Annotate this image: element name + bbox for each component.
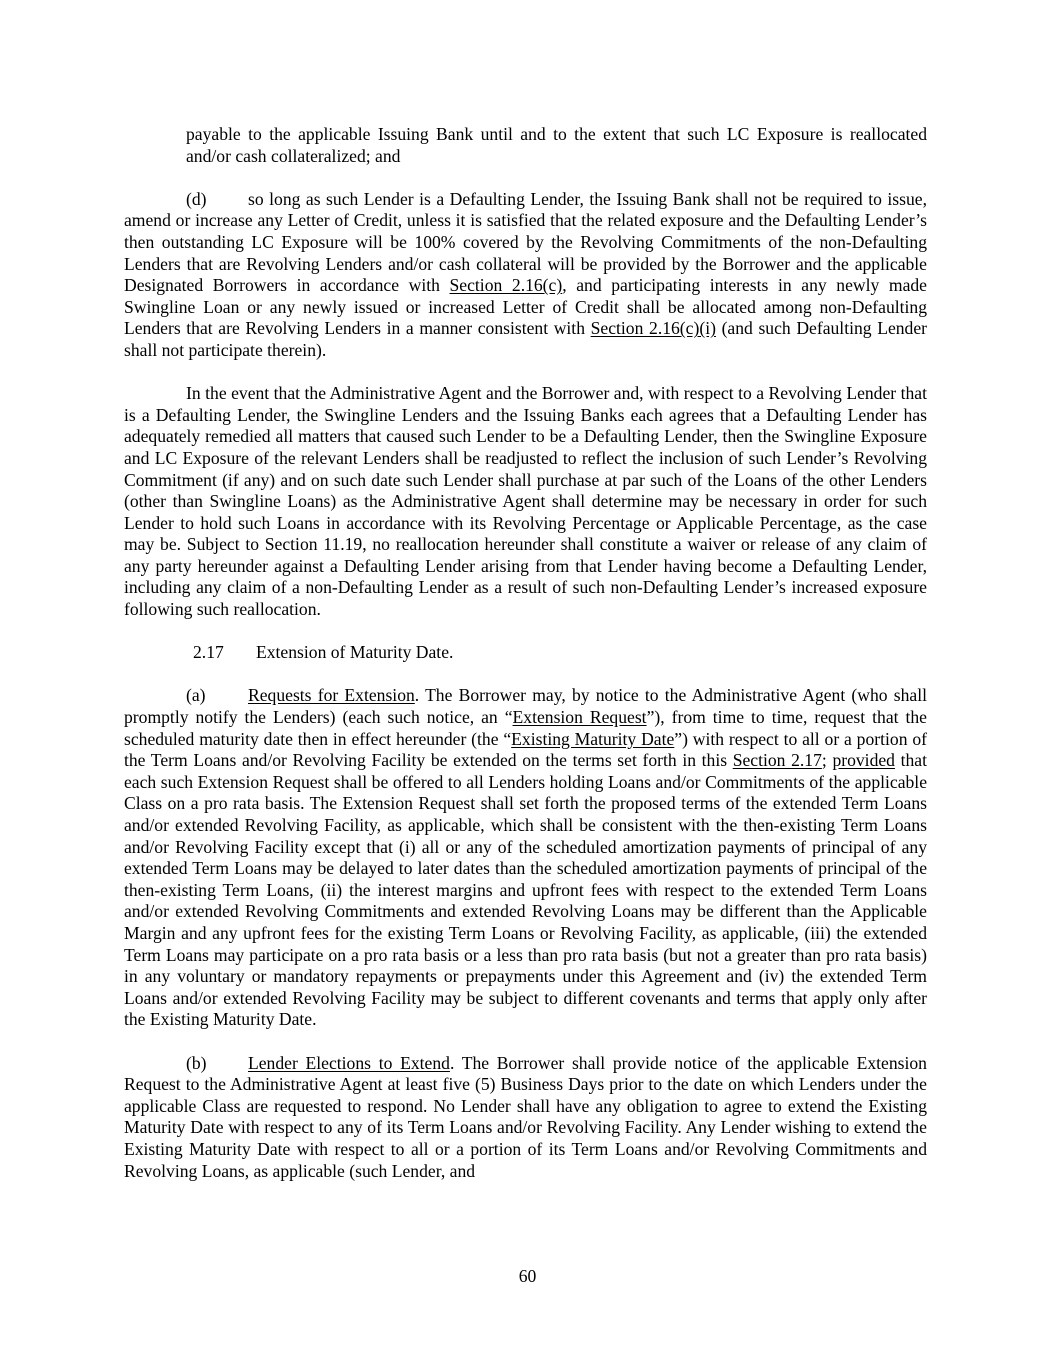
section-reference: Section 2.17 [732,750,822,771]
paragraph-text: that each such Extension Request shall be offered to all Lenders holding Loans and/or Commitments of the applicable Class on a pro rata basis. The Extension Request shall set forth the proposed terms of the extended Term Loans and/or extended Revolving Facility, as applicable, which shall be consistent with the then-existing Term Loans and/or Revolving Facility except that (i) all or any of the scheduled amortization payments of principal of any extended Term Loans may be delayed to later dates than the scheduled amortization payments of principal of the then-existing Term Loans, (ii) the interest margins and upfront fees with respect to the extended Term Loans and/or extended Revolving Commitments and extended Revolving Loans may be different than the Applicable Margin and any upfront fees for the existing Term Loans or Revolving Facility, as applicable, (iii) the extended Term Loans may participate on a pro rata basis or a less than pro rata basis (but not a greater than pro rata basis) in any voluntary or mandatory repayments or prepayments under this Agreement and (iv) the extended Term Loans and/or extended Revolving Facility may be subject to different covenants and terms that apply only after the Existing Maturity Date. [124,750,928,1030]
subsection-title: Lender Elections to Extend [248,1052,450,1073]
paragraph-text: , and participating interests in any newly made Swingline Loan or any newly issued or increased Letter of Credit shall be allocated among non-Defaulting Lenders that are Revolving Lenders in a manner consistent with [124,275,927,339]
paragraph-continuation: payable to the applicable Issuing Bank until and to the extent that such LC Exposure is reallocated and/or cash collateralized; and [186,124,927,166]
item-number: (a) [186,685,206,706]
section-reference: Section 2.16(c) [449,275,563,296]
page-number: 60 [518,1266,537,1286]
defined-term: Extension Request [512,707,647,728]
item-number: (b) [186,1052,207,1073]
paragraph-event: In the event that the Administrative Agent and the Borrower and, with respect to a Revolving Lender that is a Defaulting Lender, the Swingline Lenders and the Issuing Banks each agrees that a Defaulting Lender has adequately remedied all matters that caused such Lender to be a Defaulting Lender, then the Swingline Exposure and LC Exposure of the relevant Lenders shall be readjusted to reflect the inclusion of such Lender’s Revolving Commitment (if any) and on such date such Lender shall purchase at par such of the Loans of the other Lenders (other than Swingline Loans) as the Administrative Agent shall determine may be necessary in order for such Lender to hold such Loans in accordance with its Revolving Percentage or Applicable Percentage, as the case may be. Subject to Section 11.19, no reallocation hereunder shall constitute a waiver or release of any claim of any party hereunder against a Defaulting Lender arising from that Lender having become a Defaulting Lender, including any claim of a non-Defaulting Lender as a result of such non-Defaulting Lender’s increased exposure following such reallocation. [124,383,927,620]
paragraph-text: ”) with respect to all or a portion of the Term Loans and/or Revolving Facility be extended on the terms set forth in this [124,728,927,771]
paragraph-text: . The Borrower shall provide notice of the applicable Extension Request to the Administrative Agent at least five (5) Business Days prior to the date on which Lenders under the applicable Class are requested to respond. No Lender shall have any obligation to agree to extend the Existing Maturity Date with respect to any of its Term Loans and/or Revolving Facility. Any Lender wishing to extend the Existing Maturity Date with respect to all or a portion of its Term Loans and/or Revolving Commitments and Revolving Loans, as applicable (such Lender, and [124,1052,927,1181]
paragraph-b [124,1053,927,1183]
section-title: Extension of Maturity Date. [256,642,454,663]
paragraph-a [124,685,927,1031]
defined-term: Existing Maturity Date [511,728,675,749]
paragraph-text: (and such Defaulting Lender shall not participate therein). [124,318,928,360]
paragraph-text: ”), from time to time, request that the scheduled maturity date then in effect hereunder (the “ [124,707,927,749]
section-heading [193,642,927,664]
paragraph-text: ; [821,750,833,771]
item-number: (d) [186,188,207,209]
section-reference: Section 2.16(c)(i) [590,318,716,339]
document-page [124,124,927,1204]
subsection-title: Requests for Extension [248,685,415,706]
section-number: 2.17 [193,642,224,663]
paragraph-text: so long as such Lender is a Defaulting Lender, the Issuing Bank shall not be required to issue, amend or increase any Letter of Credit, unless it is satisfied that the related exposure and the Defaulting Lender’s then outstanding LC Exposure will be 100% covered by the Revolving Commitments of the non-Defaulting Lenders that are Revolving Lenders and/or cash collateral will be provided by the Borrower and the applicable Designated Borrowers in accordance with [124,188,927,296]
paragraph-d [124,189,927,362]
paragraph-text: . The Borrower may, by notice to the Administrative Agent (who shall promptly notify the Lenders) (each such notice, an “ [124,685,927,728]
provided-term: provided [832,750,895,771]
